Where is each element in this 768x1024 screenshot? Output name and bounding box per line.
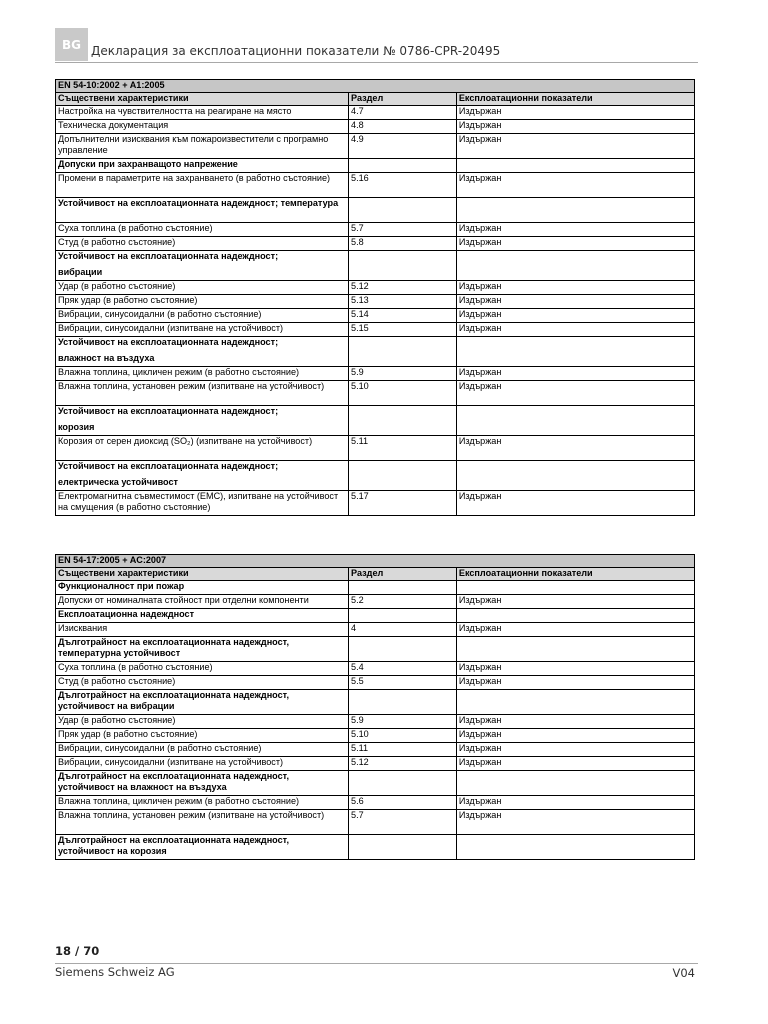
section-cell: 5.6 — [349, 796, 457, 810]
section-cell: 5.9 — [349, 715, 457, 729]
group-heading-row — [56, 159, 695, 173]
performance-cell — [456, 609, 694, 623]
performance-cell: Издържан — [456, 367, 694, 381]
group-heading-line: Устойчивост на експлоатационната надеждност; — [58, 337, 279, 347]
performance-cell — [456, 251, 694, 281]
group-heading-cell — [56, 461, 349, 491]
group-heading-cell: Функционалност при пожар — [56, 581, 349, 595]
section-cell — [349, 159, 457, 173]
performance-cell — [456, 581, 694, 595]
performance-cell: Издържан — [456, 729, 694, 743]
characteristic-cell: Пряк удар (в работно състояние) — [56, 295, 349, 309]
column-header-row — [56, 93, 695, 106]
company-name: Siemens Schweiz AG — [55, 965, 175, 979]
performance-cell: Издържан — [456, 173, 694, 198]
column-header-section: Раздел — [349, 93, 457, 106]
performance-cell: Издържан — [456, 237, 694, 251]
performance-cell: Издържан — [456, 323, 694, 337]
characteristic-cell: Настройка на чувствителността на реагиране на място — [56, 106, 349, 120]
performance-cell: Издържан — [456, 715, 694, 729]
table-body — [56, 581, 695, 860]
footer-divider — [55, 963, 698, 964]
characteristic-cell: Допълнителни изисквания към пожароизвестители с програмно управление — [56, 134, 349, 159]
section-cell — [349, 690, 457, 715]
performance-cell — [456, 406, 694, 436]
section-cell: 5.11 — [349, 436, 457, 461]
characteristic-cell: Пряк удар (в работно състояние) — [56, 729, 349, 743]
characteristic-cell: Вибрации, синусоидални (в работно състояние) — [56, 743, 349, 757]
group-heading-line: вибрации — [58, 266, 103, 277]
standard-title: EN 54-17:2005 + AC:2007 — [56, 555, 695, 568]
performance-cell: Издържан — [456, 120, 694, 134]
standard-header-row — [56, 555, 695, 568]
standard-header-row — [56, 80, 695, 93]
performance-cell: Издържан — [456, 662, 694, 676]
table-row — [56, 757, 695, 771]
characteristic-cell: Допуски от номиналната стойност при отделни компоненти — [56, 595, 349, 609]
section-cell — [349, 406, 457, 436]
performance-cell: Издържан — [456, 134, 694, 159]
table-row — [56, 436, 695, 461]
group-heading-row — [56, 835, 695, 860]
section-cell: 5.2 — [349, 595, 457, 609]
group-heading-line: корозия — [58, 421, 95, 432]
table-row — [56, 120, 695, 134]
characteristic-cell: Изисквания — [56, 623, 349, 637]
characteristic-cell: Суха топлина (в работно състояние) — [56, 223, 349, 237]
table-row — [56, 237, 695, 251]
characteristic-cell: Удар (в работно състояние) — [56, 281, 349, 295]
document-title: Декларация за експлоатационни показатели № 0786-CPR-20495 — [91, 44, 501, 58]
section-cell — [349, 251, 457, 281]
section-cell: 5.15 — [349, 323, 457, 337]
column-header-section: Раздел — [349, 568, 457, 581]
table-row — [56, 323, 695, 337]
page-header — [55, 28, 698, 64]
characteristic-cell: Електромагнитна съвместимост (EMC), изпитване на устойчивост на смущения (в работно състояние) — [56, 491, 349, 516]
table-row — [56, 715, 695, 729]
section-cell: 4 — [349, 623, 457, 637]
group-heading-row — [56, 637, 695, 662]
table-row — [56, 662, 695, 676]
performance-cell: Издържан — [456, 309, 694, 323]
table-row — [56, 676, 695, 690]
group-heading-cell: Експлоатационна надеждност — [56, 609, 349, 623]
group-heading-cell — [56, 337, 349, 367]
characteristic-cell: Студ (в работно състояние) — [56, 237, 349, 251]
group-heading-cell: Дълготрайност на експлоатационната надеждност, устойчивост на корозия — [56, 835, 349, 860]
section-cell — [349, 609, 457, 623]
group-heading-row — [56, 337, 695, 367]
performance-cell — [456, 159, 694, 173]
performance-cell — [456, 835, 694, 860]
performance-table-en54-17 — [55, 554, 695, 860]
characteristic-cell: Вибрации, синусоидални (изпитване на устойчивост) — [56, 757, 349, 771]
section-cell — [349, 198, 457, 223]
section-cell: 5.4 — [349, 662, 457, 676]
characteristic-cell: Корозия от серен диоксид (SO₂) (изпитване на устойчивост) — [56, 436, 349, 461]
group-heading-cell: Дълготрайност на експлоатационната надеждност, температурна устойчивост — [56, 637, 349, 662]
performance-cell — [456, 637, 694, 662]
characteristic-cell: Суха топлина (в работно състояние) — [56, 662, 349, 676]
group-heading-cell — [56, 406, 349, 436]
group-heading-cell: Дълготрайност на експлоатационната надеждност, устойчивост на вибрации — [56, 690, 349, 715]
table-row — [56, 173, 695, 198]
group-heading-row — [56, 461, 695, 491]
section-cell: 5.7 — [349, 810, 457, 835]
group-heading-line: Устойчивост на експлоатационната надеждност; — [58, 406, 279, 416]
column-header-characteristic: Съществени характеристики — [56, 93, 349, 106]
section-cell — [349, 461, 457, 491]
performance-cell: Издържан — [456, 281, 694, 295]
column-header-row — [56, 568, 695, 581]
performance-cell — [456, 771, 694, 796]
group-heading-row — [56, 198, 695, 223]
column-header-performance: Експлоатационни показатели — [456, 93, 694, 106]
performance-cell: Издържан — [456, 623, 694, 637]
group-heading-line: Устойчивост на експлоатационната надеждност; — [58, 461, 279, 471]
performance-cell: Издържан — [456, 676, 694, 690]
section-cell: 4.8 — [349, 120, 457, 134]
table-row — [56, 810, 695, 835]
table-row — [56, 623, 695, 637]
performance-cell: Издържан — [456, 810, 694, 835]
group-heading-line: електрическа устойчивост — [58, 476, 178, 487]
characteristic-cell: Влажна топлина, цикличен режим (в работно състояние) — [56, 796, 349, 810]
group-heading-row — [56, 581, 695, 595]
characteristic-cell: Техническа документация — [56, 120, 349, 134]
section-cell: 4.9 — [349, 134, 457, 159]
group-heading-line: Устойчивост на експлоатационната надеждност; — [58, 251, 279, 261]
table-row — [56, 491, 695, 516]
performance-cell: Издържан — [456, 106, 694, 120]
section-cell: 5.8 — [349, 237, 457, 251]
section-cell: 5.17 — [349, 491, 457, 516]
group-heading-row — [56, 771, 695, 796]
column-header-characteristic: Съществени характеристики — [56, 568, 349, 581]
section-cell: 5.10 — [349, 729, 457, 743]
group-heading-cell: Дълготрайност на експлоатационната надеждност, устойчивост на влажност на въздуха — [56, 771, 349, 796]
section-cell: 5.7 — [349, 223, 457, 237]
group-heading-cell — [56, 251, 349, 281]
table-row — [56, 595, 695, 609]
page-number: 18 / 70 — [55, 944, 100, 958]
section-cell: 5.14 — [349, 309, 457, 323]
page-footer — [55, 944, 698, 980]
table-row — [56, 743, 695, 757]
column-header-performance: Експлоатационни показатели — [456, 568, 694, 581]
characteristic-cell: Вибрации, синусоидални (изпитване на устойчивост) — [56, 323, 349, 337]
table-row — [56, 367, 695, 381]
section-cell: 5.16 — [349, 173, 457, 198]
group-heading-row — [56, 690, 695, 715]
table-row — [56, 106, 695, 120]
characteristic-cell: Вибрации, синусоидални (в работно състояние) — [56, 309, 349, 323]
section-cell — [349, 771, 457, 796]
group-heading-line: влажност на въздуха — [58, 352, 155, 363]
performance-cell: Издържан — [456, 743, 694, 757]
performance-cell — [456, 337, 694, 367]
characteristic-cell: Студ (в работно състояние) — [56, 676, 349, 690]
performance-cell — [456, 461, 694, 491]
group-heading-row — [56, 406, 695, 436]
language-badge: BG — [55, 28, 88, 61]
section-cell: 5.9 — [349, 367, 457, 381]
performance-cell: Издържан — [456, 381, 694, 406]
section-cell — [349, 581, 457, 595]
table-row — [56, 223, 695, 237]
performance-table-en54-10 — [55, 79, 695, 516]
section-cell: 5.11 — [349, 743, 457, 757]
section-cell: 5.12 — [349, 281, 457, 295]
characteristic-cell: Удар (в работно състояние) — [56, 715, 349, 729]
characteristic-cell: Влажна топлина, установен режим (изпитване на устойчивост) — [56, 381, 349, 406]
section-cell: 5.10 — [349, 381, 457, 406]
section-cell — [349, 637, 457, 662]
section-cell: 4.7 — [349, 106, 457, 120]
table-body — [56, 106, 695, 516]
performance-cell: Издържан — [456, 295, 694, 309]
group-heading-row — [56, 609, 695, 623]
performance-cell — [456, 198, 694, 223]
standard-title: EN 54-10:2002 + A1:2005 — [56, 80, 695, 93]
section-cell: 5.13 — [349, 295, 457, 309]
table-row — [56, 796, 695, 810]
performance-cell: Издържан — [456, 491, 694, 516]
section-cell — [349, 337, 457, 367]
performance-cell: Издържан — [456, 595, 694, 609]
performance-cell: Издържан — [456, 757, 694, 771]
table-row — [56, 309, 695, 323]
characteristic-cell: Влажна топлина, цикличен режим (в работно състояние) — [56, 367, 349, 381]
document-version: V04 — [672, 966, 695, 980]
performance-cell: Издържан — [456, 223, 694, 237]
performance-cell: Издържан — [456, 796, 694, 810]
table-row — [56, 134, 695, 159]
table-row — [56, 295, 695, 309]
section-cell — [349, 835, 457, 860]
group-heading-row — [56, 251, 695, 281]
section-cell: 5.12 — [349, 757, 457, 771]
characteristic-cell: Промени в параметрите на захранването (в работно състояние) — [56, 173, 349, 198]
section-cell: 5.5 — [349, 676, 457, 690]
performance-cell: Издържан — [456, 436, 694, 461]
group-heading-cell: Устойчивост на експлоатационната надеждност; температура — [56, 198, 349, 223]
table-row — [56, 729, 695, 743]
characteristic-cell: Влажна топлина, установен режим (изпитване на устойчивост) — [56, 810, 349, 835]
group-heading-cell: Допуски при захранващото напрежение — [56, 159, 349, 173]
table-row — [56, 281, 695, 295]
table-row — [56, 381, 695, 406]
performance-cell — [456, 690, 694, 715]
header-divider — [55, 62, 698, 63]
